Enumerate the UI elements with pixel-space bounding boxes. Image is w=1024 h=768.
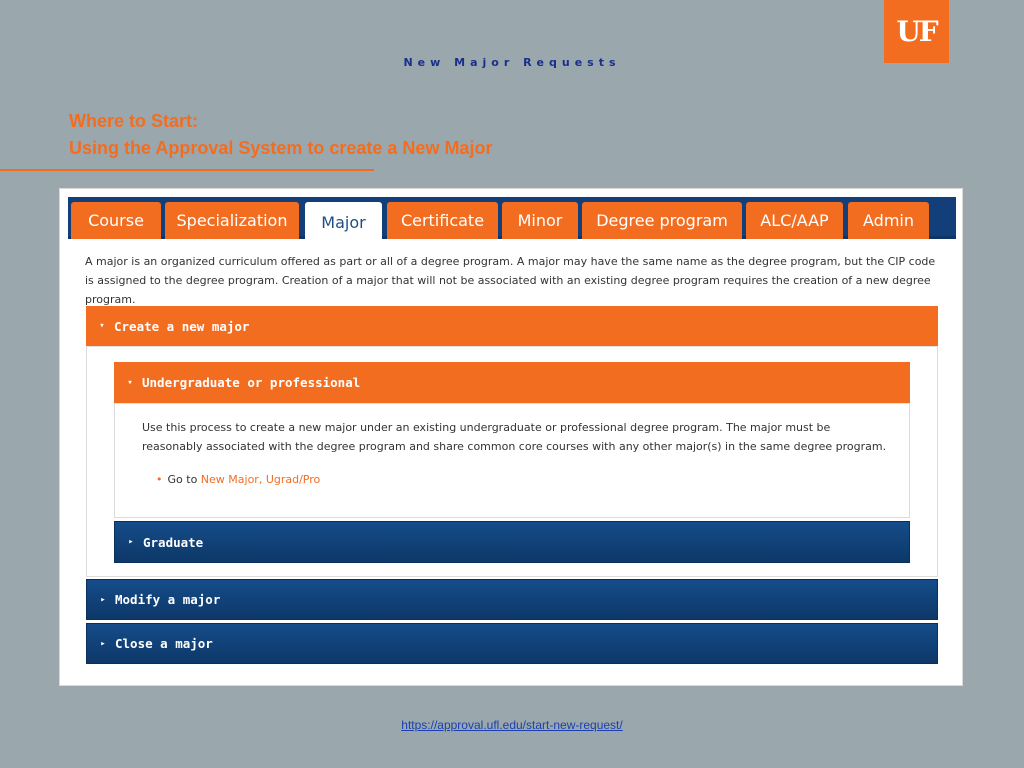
heading-line-2: Using the Approval System to create a New Major <box>69 138 493 158</box>
accordion-modify-major[interactable] <box>86 579 938 620</box>
major-description: A major is an organized curriculum offered as part or all of a degree program. A major may have the same name as the degree program, but the CIP code is assigned to the degree program. Creation of a major that will not be associated with an existing degree program requires the creation of a new degree program. <box>85 255 936 306</box>
caret-right-icon: ▸ <box>100 638 106 649</box>
tab-degree-program[interactable]: Degree program <box>582 202 742 239</box>
tab-alc-aap[interactable]: ALC/AAP <box>746 202 843 239</box>
caret-down-icon: ▾ <box>127 377 133 388</box>
goto-prefix: Go to <box>167 473 198 486</box>
accordion-label: Graduate <box>143 534 204 550</box>
bullet-icon: • <box>156 473 163 486</box>
accordion-label: Undergraduate or professional <box>142 375 361 390</box>
accordion-close-major[interactable] <box>86 623 938 664</box>
tab-admin[interactable]: Admin <box>848 202 929 239</box>
approval-url-link[interactable]: https://approval.ufl.edu/start-new-request/ <box>401 718 623 732</box>
tab-major[interactable]: Major <box>305 202 382 242</box>
footer-url <box>0 718 1024 732</box>
accordion-undergraduate[interactable] <box>114 362 910 404</box>
tab-bar <box>68 197 956 239</box>
slide-title: New Major Requests <box>403 56 621 69</box>
accordion-create-major[interactable] <box>86 306 938 347</box>
slide-heading <box>69 108 492 162</box>
screenshot-panel <box>59 188 963 686</box>
undergraduate-text: Use this process to create a new major under an existing undergraduate or professional degree program. The major must be reasonably associated with the degree program and share common core courses with any other major(s) in the same degree program. <box>142 421 887 453</box>
accordion-label: Create a new major <box>114 318 250 334</box>
caret-right-icon: ▸ <box>100 594 106 605</box>
tab-course[interactable]: Course <box>71 202 161 239</box>
new-major-ugrad-link[interactable]: New Major, Ugrad/Pro <box>200 473 321 486</box>
caret-down-icon: ▾ <box>99 321 105 331</box>
goto-item <box>156 473 320 486</box>
tab-specialization[interactable]: Specialization <box>165 202 299 239</box>
accordion-graduate[interactable] <box>114 521 910 563</box>
heading-underline <box>0 169 374 171</box>
caret-right-icon: ▸ <box>128 537 134 547</box>
heading-line-1: Where to Start: <box>69 111 199 131</box>
tab-minor[interactable]: Minor <box>502 202 578 239</box>
uf-logo: UF <box>884 0 949 63</box>
accordion-label: Close a major <box>115 636 213 651</box>
tab-certificate[interactable]: Certificate <box>387 202 498 239</box>
accordion-label: Modify a major <box>115 592 221 607</box>
